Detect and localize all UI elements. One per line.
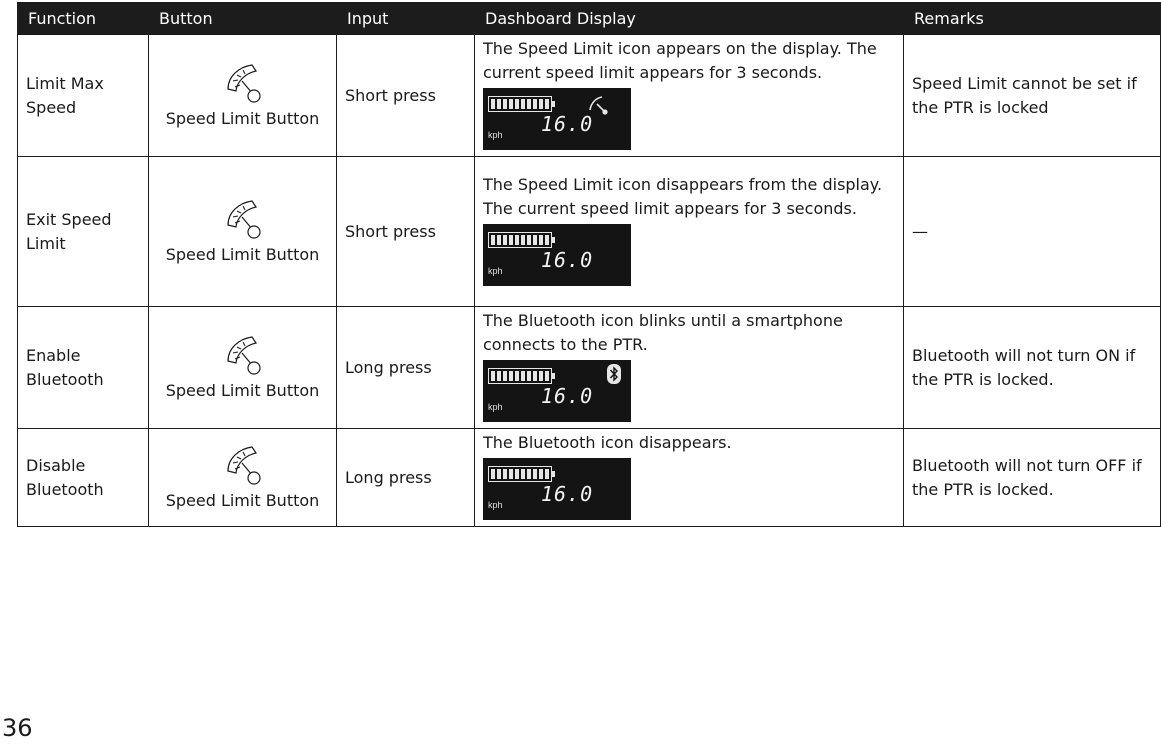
battery-icon bbox=[488, 232, 556, 248]
header-function: Function bbox=[18, 2, 149, 35]
table-header-row bbox=[18, 2, 1161, 35]
remarks-cell: Bluetooth will not turn ON if the PTR is locked. bbox=[904, 307, 1161, 429]
dashboard-display-cell bbox=[475, 157, 904, 307]
button-cell bbox=[149, 157, 337, 307]
battery-icon bbox=[488, 368, 556, 384]
table-row bbox=[18, 429, 1161, 527]
button-label: Speed Limit Button bbox=[165, 108, 320, 128]
page-number: 36 bbox=[2, 714, 33, 742]
table-row bbox=[18, 157, 1161, 307]
battery-icon bbox=[488, 466, 556, 482]
button-label: Speed Limit Button bbox=[165, 244, 320, 264]
input-cell: Short press bbox=[337, 35, 475, 157]
battery-icon bbox=[488, 96, 556, 112]
lcd-speed: 16.0 bbox=[541, 384, 594, 408]
header-input: Input bbox=[337, 2, 475, 35]
function-table bbox=[17, 2, 1161, 527]
input-cell: Long press bbox=[337, 429, 475, 527]
lcd-unit: kph bbox=[488, 130, 503, 140]
dashboard-lcd-image bbox=[483, 88, 631, 150]
header-button: Button bbox=[149, 2, 337, 35]
display-description: The Bluetooth icon disappears. bbox=[483, 433, 732, 452]
display-description: The Speed Limit icon disappears from the display. The current speed limit appears for 3 seconds. bbox=[483, 175, 883, 218]
table-row bbox=[18, 307, 1161, 429]
function-cell: Enable Bluetooth bbox=[18, 307, 149, 429]
bluetooth-icon bbox=[607, 364, 621, 384]
button-cell bbox=[149, 307, 337, 429]
speed-limit-button-icon bbox=[222, 443, 264, 487]
dashboard-lcd-image bbox=[483, 458, 631, 520]
remarks-cell: — bbox=[904, 157, 1161, 307]
dashboard-display-cell bbox=[475, 307, 904, 429]
lcd-unit: kph bbox=[488, 500, 503, 510]
function-cell: Limit Max Speed bbox=[18, 35, 149, 157]
button-cell bbox=[149, 429, 337, 527]
button-label: Speed Limit Button bbox=[165, 490, 320, 510]
function-cell: Exit Speed Limit bbox=[18, 157, 149, 307]
dashboard-lcd-image bbox=[483, 360, 631, 422]
lcd-speed: 16.0 bbox=[541, 112, 594, 136]
dashboard-lcd-image bbox=[483, 224, 631, 286]
speed-limit-button-icon bbox=[222, 61, 264, 105]
lcd-speed: 16.0 bbox=[541, 482, 594, 506]
display-description: The Bluetooth icon blinks until a smartphone connects to the PTR. bbox=[483, 311, 843, 354]
remarks-cell: Bluetooth will not turn OFF if the PTR is locked. bbox=[904, 429, 1161, 527]
table-row bbox=[18, 35, 1161, 157]
function-cell: Disable Bluetooth bbox=[18, 429, 149, 527]
display-description: The Speed Limit icon appears on the display. The current speed limit appears for 3 seconds. bbox=[483, 39, 877, 82]
input-cell: Short press bbox=[337, 157, 475, 307]
header-dashboard-display: Dashboard Display bbox=[475, 2, 904, 35]
speed-limit-button-icon bbox=[222, 197, 264, 241]
speed-limit-button-icon bbox=[222, 333, 264, 377]
lcd-unit: kph bbox=[488, 402, 503, 412]
lcd-unit: kph bbox=[488, 266, 503, 276]
dashboard-display-cell bbox=[475, 35, 904, 157]
button-label: Speed Limit Button bbox=[165, 380, 320, 400]
lcd-speed: 16.0 bbox=[541, 248, 594, 272]
header-remarks: Remarks bbox=[904, 2, 1161, 35]
input-cell: Long press bbox=[337, 307, 475, 429]
dashboard-display-cell bbox=[475, 429, 904, 527]
remarks-cell: Speed Limit cannot be set if the PTR is locked bbox=[904, 35, 1161, 157]
button-cell bbox=[149, 35, 337, 157]
